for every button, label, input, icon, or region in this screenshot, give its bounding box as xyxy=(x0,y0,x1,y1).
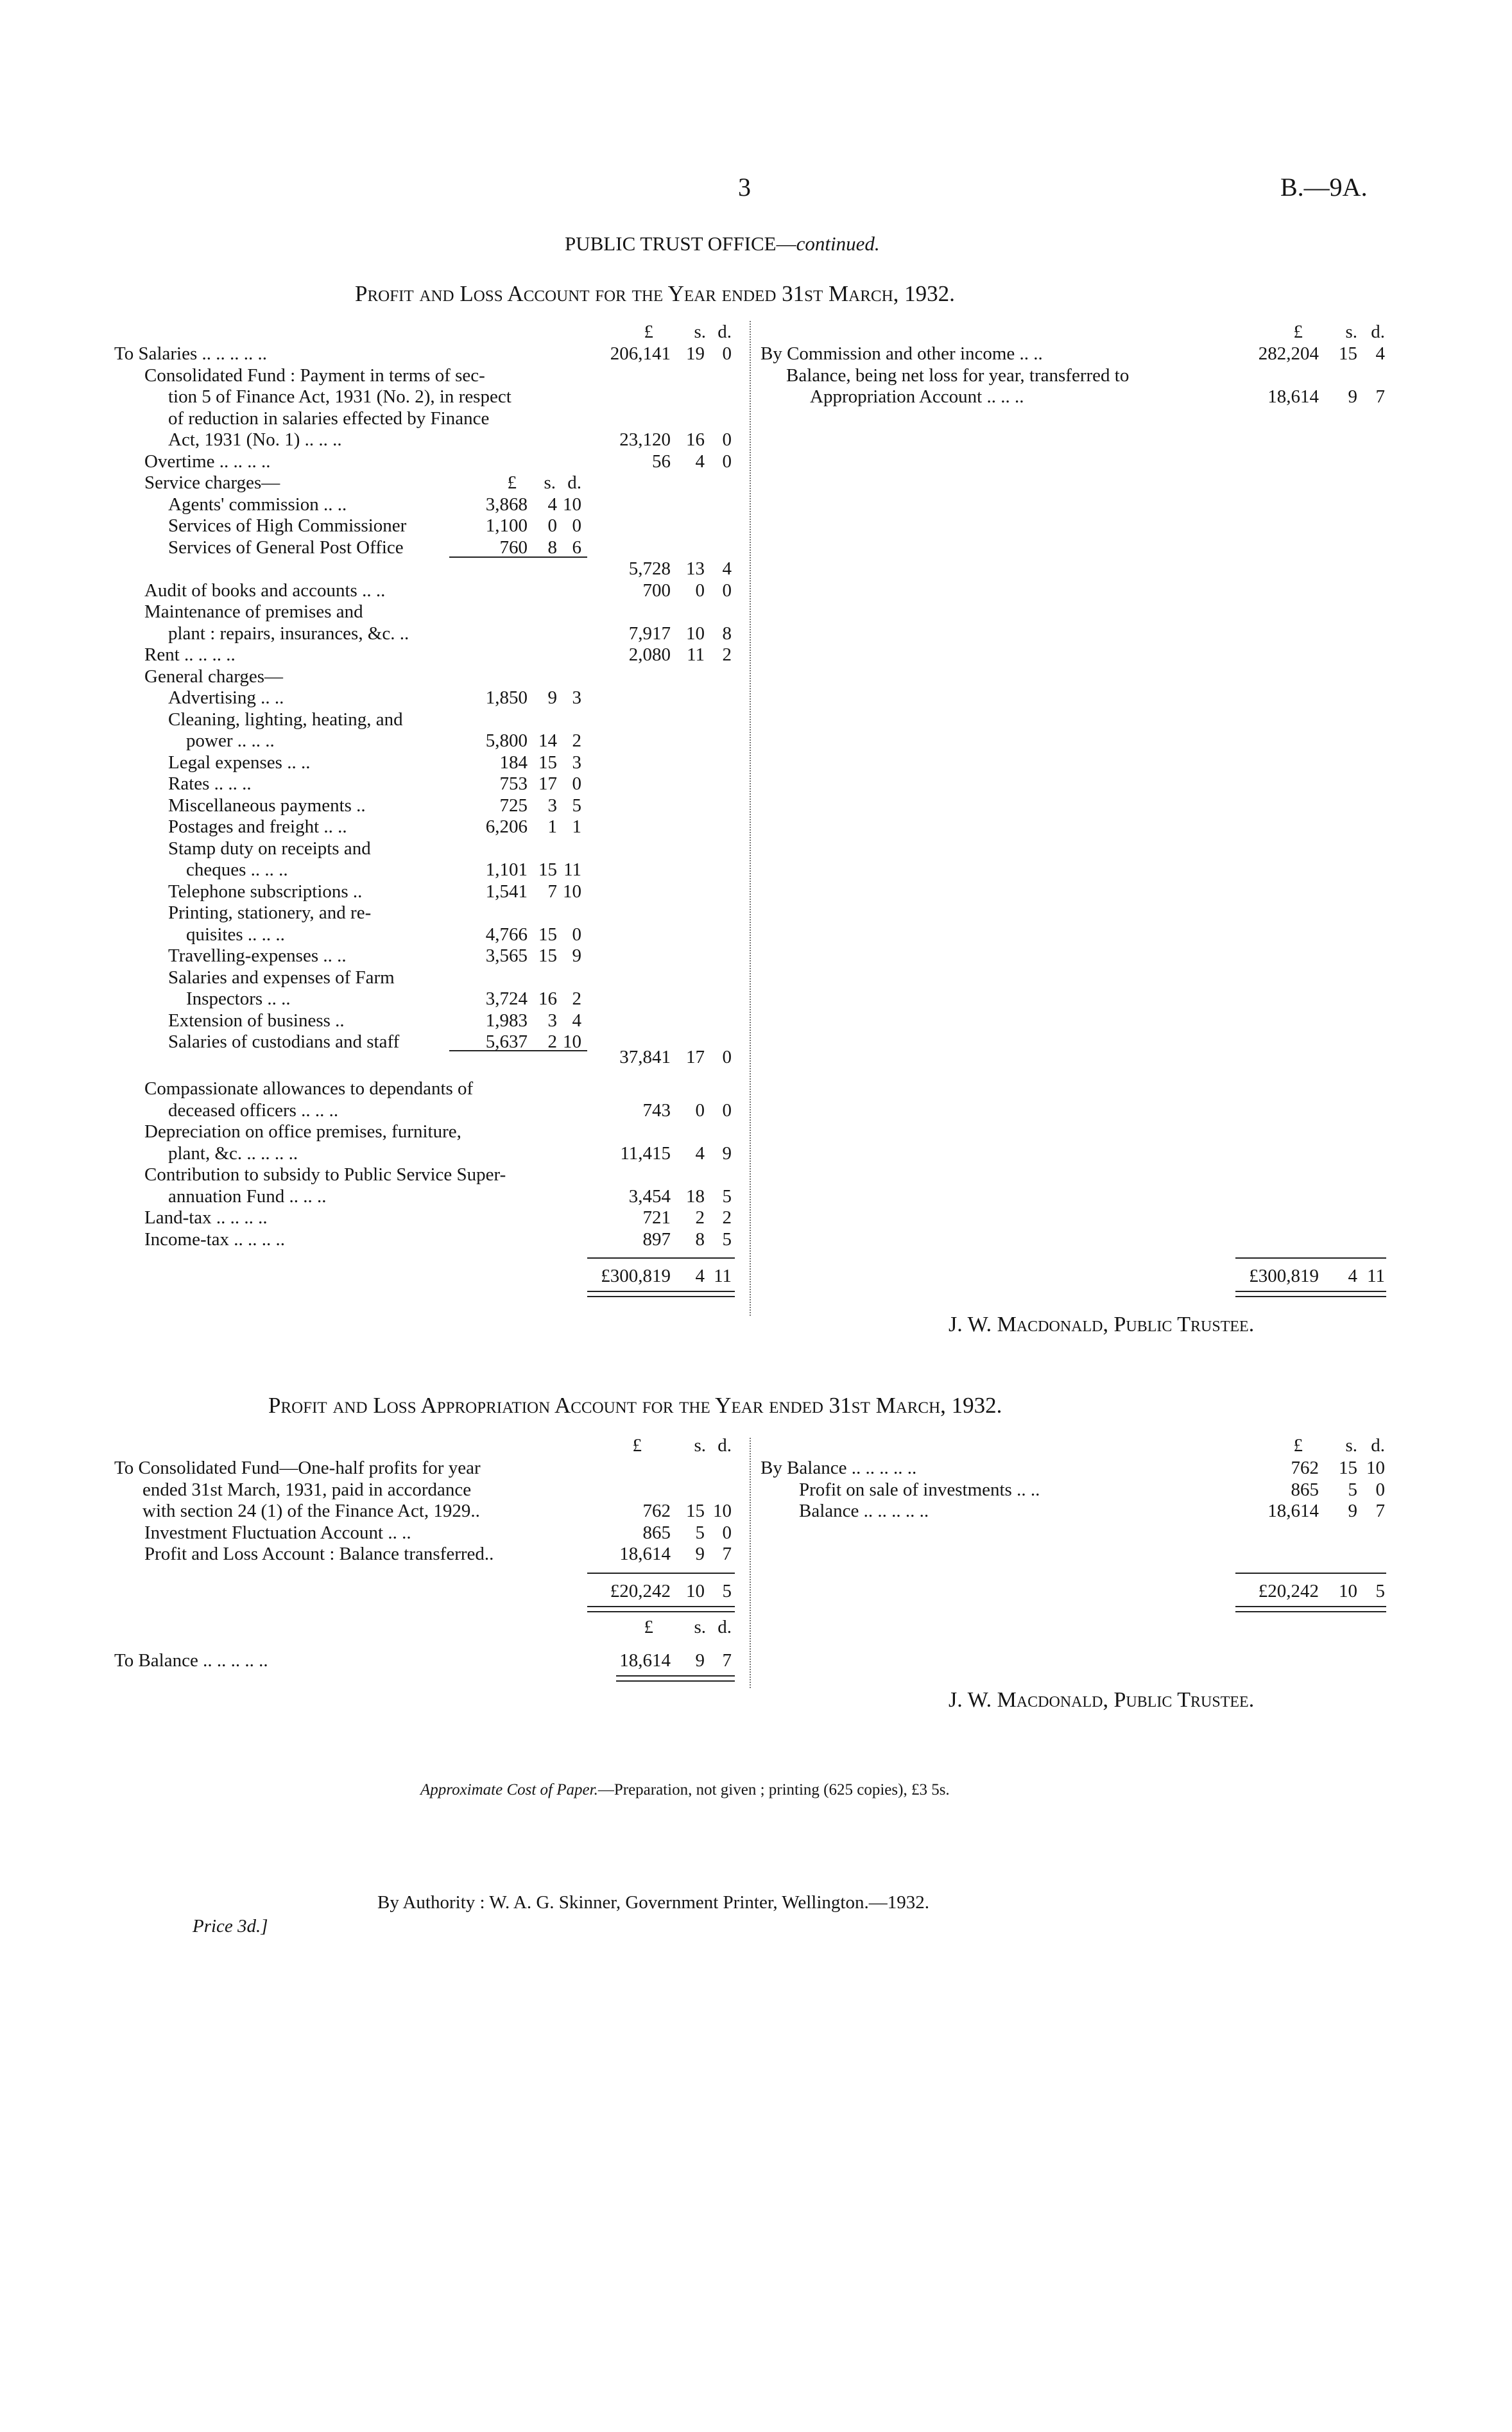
ap-investment-pounds: 865 xyxy=(642,1522,671,1543)
compassionate-shillings: 0 xyxy=(695,1100,705,1121)
to-balance-label: To Balance .. .. .. .. .. xyxy=(114,1650,268,1671)
general-item-shillings: 15 xyxy=(538,752,557,773)
tb-head-pence: d. xyxy=(717,1617,732,1637)
service-item-pounds: 3,868 xyxy=(485,494,528,515)
salaries-pence: 0 xyxy=(722,343,732,364)
salaries-label: To Salaries .. .. .. .. .. xyxy=(114,343,267,364)
service-item-pence: 10 xyxy=(563,494,581,515)
cr-total-double-rule xyxy=(1235,1291,1386,1297)
appropriation-column-divider xyxy=(750,1438,751,1688)
debit-total-pence: 11 xyxy=(714,1266,732,1286)
general-item-label: Legal expenses .. .. xyxy=(168,752,311,773)
general-item-shillings: 15 xyxy=(538,945,557,966)
service-charges-label: Service charges— xyxy=(144,472,280,493)
tb-head-shillings: s. xyxy=(694,1617,706,1637)
service-item-pence: 0 xyxy=(572,515,581,536)
price-label: Price 3d.] xyxy=(193,1916,268,1936)
general-charges-label: General charges— xyxy=(144,666,284,687)
general-charges-total-pence: 0 xyxy=(722,1046,732,1067)
maintenance-pence: 8 xyxy=(722,623,732,644)
general-item-label: Advertising .. .. xyxy=(168,687,284,708)
general-item-label: Salaries of custodians and staff xyxy=(168,1031,400,1052)
cr-col-head-pounds: £ xyxy=(1293,322,1303,342)
general-item-label: Rates .. .. .. xyxy=(168,773,252,794)
ap-consolidated-pounds: 762 xyxy=(642,1501,671,1521)
service-charges-total-shillings: 13 xyxy=(686,558,705,579)
general-charges-total-shillings: 17 xyxy=(686,1046,705,1067)
ap-consolidated-shillings: 15 xyxy=(686,1501,705,1521)
ap-credit-total-shillings: 10 xyxy=(1339,1580,1357,1601)
general-item-pence: 5 xyxy=(572,795,581,816)
credit-total-shillings: 4 xyxy=(1348,1266,1357,1286)
service-item-label: Agents' commission .. .. xyxy=(168,494,347,515)
depreciation-pence: 9 xyxy=(722,1143,732,1164)
audit-shillings: 0 xyxy=(695,580,705,601)
consolidated-fund-pounds: 23,120 xyxy=(619,429,671,450)
income-tax-pounds: 897 xyxy=(642,1229,671,1250)
ap-profit-sale-label: Profit on sale of investments .. .. xyxy=(799,1479,1040,1500)
income-tax-pence: 5 xyxy=(722,1229,732,1250)
subtotal-rule xyxy=(449,556,587,558)
contribution-pounds: 3,454 xyxy=(628,1186,671,1207)
cr-total-rule xyxy=(1235,1257,1386,1259)
general-item-label: cheques .. .. .. xyxy=(186,859,288,880)
appropriation-title: Profit and Loss Appropriation Account for the Year ended 31st March, 1932. xyxy=(268,1393,1002,1418)
compassionate-pence: 0 xyxy=(722,1100,732,1121)
general-item-shillings: 15 xyxy=(538,859,557,880)
tb-head-pounds: £ xyxy=(644,1617,653,1637)
depreciation-line: plant, &c. .. .. .. .. xyxy=(168,1143,298,1164)
general-item-label: Stamp duty on receipts and xyxy=(168,838,371,859)
consolidated-fund-line: Act, 1931 (No. 1) .. .. .. xyxy=(168,429,342,450)
contribution-line: annuation Fund .. .. .. xyxy=(168,1186,327,1207)
general-item-label: Inspectors .. .. xyxy=(186,988,291,1009)
maintenance-pounds: 7,917 xyxy=(628,623,671,644)
general-item-pounds: 5,800 xyxy=(485,730,528,751)
cost-of-paper xyxy=(420,1781,950,1799)
salaries-shillings: 19 xyxy=(686,343,705,364)
to-balance-double-rule xyxy=(616,1675,735,1682)
ap-debit-total-pence: 5 xyxy=(722,1580,732,1601)
general-item-pounds: 184 xyxy=(499,752,528,773)
ap-balance2-label: Balance .. .. .. .. .. xyxy=(799,1501,929,1521)
general-item-pence: 3 xyxy=(572,752,581,773)
general-item-label: Extension of business .. xyxy=(168,1010,345,1031)
general-item-shillings: 1 xyxy=(547,816,557,837)
general-item-pounds: 1,983 xyxy=(485,1010,528,1031)
ap-balance2-shillings: 9 xyxy=(1348,1501,1357,1521)
maintenance-line: plant : repairs, insurances, &c. .. xyxy=(168,623,409,644)
ap-cr-col-head-pounds: £ xyxy=(1293,1435,1303,1456)
ap-profit-sale-pounds: 865 xyxy=(1291,1479,1319,1500)
general-item-pence: 4 xyxy=(572,1010,581,1031)
commission-shillings: 15 xyxy=(1339,343,1357,364)
ap-consolidated-line: with section 24 (1) of the Finance Act, 1929.. xyxy=(142,1501,480,1521)
general-item-shillings: 7 xyxy=(547,881,557,902)
land-tax-label: Land-tax .. .. .. .. xyxy=(144,1207,268,1228)
general-item-pence: 10 xyxy=(563,881,581,902)
general-item-label: Printing, stationery, and re- xyxy=(168,902,372,923)
cost-label: Approximate Cost of Paper. xyxy=(420,1781,598,1798)
compassionate-pounds: 743 xyxy=(642,1100,671,1121)
service-item-label: Services of High Commissioner xyxy=(168,515,407,536)
consolidated-fund-shillings: 16 xyxy=(686,429,705,450)
rent-pence: 2 xyxy=(722,644,732,665)
sub-head-shillings: s. xyxy=(544,472,556,493)
overtime-pence: 0 xyxy=(722,451,732,472)
service-charges-total-pounds: 5,728 xyxy=(628,558,671,579)
appropriation-signature: J. W. Macdonald, Public Trustee. xyxy=(949,1688,1255,1712)
ap-col-head-shillings: s. xyxy=(694,1435,706,1456)
general-item-pence: 2 xyxy=(572,988,581,1009)
ap-investment-pence: 0 xyxy=(722,1522,732,1543)
debit-total-shillings: 4 xyxy=(695,1266,705,1286)
ap-investment-shillings: 5 xyxy=(695,1522,705,1543)
general-item-shillings: 16 xyxy=(538,988,557,1009)
credit-balance-shillings: 9 xyxy=(1348,386,1357,407)
continued-label: continued. xyxy=(796,232,880,255)
ap-balance2-pence: 7 xyxy=(1375,1501,1385,1521)
general-item-label: Salaries and expenses of Farm xyxy=(168,967,395,988)
overtime-label: Overtime .. .. .. .. xyxy=(144,451,271,472)
general-item-pence: 1 xyxy=(572,816,581,837)
general-item-pence: 11 xyxy=(563,859,581,880)
contribution-shillings: 18 xyxy=(686,1186,705,1207)
commission-pounds: 282,204 xyxy=(1258,343,1319,364)
depreciation-shillings: 4 xyxy=(695,1143,705,1164)
consolidated-fund-line: of reduction in salaries effected by Finance xyxy=(168,408,490,429)
compassionate-line: deceased officers .. .. .. xyxy=(168,1100,339,1121)
credit-balance-line: Appropriation Account .. .. .. xyxy=(810,386,1024,407)
audit-pence: 0 xyxy=(722,580,732,601)
ap-balance2-pounds: 18,614 xyxy=(1267,1501,1319,1521)
cr-col-head-pence: d. xyxy=(1371,322,1385,342)
debit-total-pounds: £300,819 xyxy=(601,1266,671,1286)
ap-col-head-pounds: £ xyxy=(632,1435,642,1456)
ap-total-double-rule xyxy=(587,1606,735,1612)
ap-credit-total-pounds: £20,242 xyxy=(1258,1580,1319,1601)
ap-credit-total-pence: 5 xyxy=(1375,1580,1385,1601)
service-item-shillings: 4 xyxy=(547,494,557,515)
total-rule xyxy=(587,1257,735,1259)
col-head-shillings: s. xyxy=(694,322,706,342)
to-balance-shillings: 9 xyxy=(695,1650,705,1671)
ap-consolidated-pence: 10 xyxy=(713,1501,732,1521)
income-tax-shillings: 8 xyxy=(695,1229,705,1250)
general-item-pounds: 753 xyxy=(499,773,528,794)
general-item-pounds: 1,541 xyxy=(485,881,528,902)
ap-cr-col-head-pence: d. xyxy=(1371,1435,1385,1456)
depreciation-line: Depreciation on office premises, furniture, xyxy=(144,1121,461,1142)
office-name: PUBLIC TRUST OFFICE— xyxy=(565,232,796,255)
ap-consolidated-line: To Consolidated Fund—One-half profits for year xyxy=(114,1458,481,1478)
ap-pl-account-pounds: 18,614 xyxy=(619,1544,671,1564)
document-reference: B.—9A. xyxy=(1280,173,1368,202)
ap-debit-total-pounds: £20,242 xyxy=(610,1580,671,1601)
credit-balance-pence: 7 xyxy=(1375,386,1385,407)
land-tax-shillings: 2 xyxy=(695,1207,705,1228)
general-item-shillings: 9 xyxy=(547,687,557,708)
credit-balance-line: Balance, being net loss for year, transferred to xyxy=(786,365,1130,386)
authority-line: By Authority : W. A. G. Skinner, Government Printer, Wellington.—1932. xyxy=(377,1892,929,1913)
general-item-pence: 3 xyxy=(572,687,581,708)
to-balance-pounds: 18,614 xyxy=(619,1650,671,1671)
general-item-label: Cleaning, lighting, heating, and xyxy=(168,709,403,730)
land-tax-pence: 2 xyxy=(722,1207,732,1228)
ap-cr-col-head-shillings: s. xyxy=(1345,1435,1357,1456)
ap-credit-balance-pounds: 762 xyxy=(1291,1458,1319,1478)
cost-text: —Preparation, not given ; printing (625 copies), £3 5s. xyxy=(597,1781,950,1798)
general-item-label: quisites .. .. .. xyxy=(186,924,285,945)
general-charges-total-pounds: 37,841 xyxy=(619,1046,671,1067)
ap-pl-account-label: Profit and Loss Account : Balance transferred.. xyxy=(144,1544,494,1564)
general-item-label: Telephone subscriptions .. xyxy=(168,881,363,902)
salaries-pounds: 206,141 xyxy=(610,343,671,364)
ap-credit-balance-pence: 10 xyxy=(1366,1458,1385,1478)
general-item-shillings: 14 xyxy=(538,730,557,751)
commission-label: By Commission and other income .. .. xyxy=(760,343,1043,364)
ap-credit-balance-shillings: 15 xyxy=(1339,1458,1357,1478)
maintenance-line: Maintenance of premises and xyxy=(144,601,363,622)
ap-cr-total-double-rule xyxy=(1235,1606,1386,1612)
service-item-label: Services of General Post Office xyxy=(168,537,404,558)
consolidated-fund-line: Consolidated Fund : Payment in terms of sec- xyxy=(144,365,485,386)
land-tax-pounds: 721 xyxy=(642,1207,671,1228)
general-item-pounds: 4,766 xyxy=(485,924,528,945)
office-heading xyxy=(565,232,880,255)
page-number: 3 xyxy=(738,173,751,202)
general-item-pounds: 3,724 xyxy=(485,988,528,1009)
general-item-pounds: 725 xyxy=(499,795,528,816)
service-item-shillings: 8 xyxy=(547,537,557,558)
general-item-shillings: 3 xyxy=(547,1010,557,1031)
overtime-shillings: 4 xyxy=(695,451,705,472)
general-item-pounds: 1,850 xyxy=(485,687,528,708)
general-item-label: Miscellaneous payments .. xyxy=(168,795,366,816)
col-head-pence: d. xyxy=(717,322,732,342)
general-item-shillings: 17 xyxy=(538,773,557,794)
ap-profit-sale-shillings: 5 xyxy=(1348,1479,1357,1500)
credit-balance-pounds: 18,614 xyxy=(1267,386,1319,407)
ap-col-head-pence: d. xyxy=(717,1435,732,1456)
to-balance-pence: 7 xyxy=(722,1650,732,1671)
ap-balance-label: By Balance .. .. .. .. .. xyxy=(760,1458,917,1478)
service-item-pence: 6 xyxy=(572,537,581,558)
ap-profit-sale-pence: 0 xyxy=(1375,1479,1385,1500)
general-item-shillings: 15 xyxy=(538,924,557,945)
pl-signature: J. W. Macdonald, Public Trustee. xyxy=(949,1313,1255,1336)
service-item-pounds: 760 xyxy=(499,537,528,558)
ap-debit-total-shillings: 10 xyxy=(686,1580,705,1601)
account-title: Profit and Loss Account for the Year ended 31st March, 1932. xyxy=(355,281,955,306)
service-charges-total-pence: 4 xyxy=(722,558,732,579)
general-item-pounds: 3,565 xyxy=(485,945,528,966)
compassionate-line: Compassionate allowances to dependants of xyxy=(144,1078,474,1099)
ap-pl-account-shillings: 9 xyxy=(695,1544,705,1564)
depreciation-pounds: 11,415 xyxy=(620,1143,671,1164)
service-item-shillings: 0 xyxy=(547,515,557,536)
general-item-pence: 0 xyxy=(572,924,581,945)
general-item-pounds: 1,101 xyxy=(485,859,528,880)
ap-investment-label: Investment Fluctuation Account .. .. xyxy=(144,1522,411,1543)
credit-total-pence: 11 xyxy=(1367,1266,1385,1286)
general-item-pence: 10 xyxy=(563,1031,581,1052)
service-item-pounds: 1,100 xyxy=(485,515,528,536)
general-item-pence: 9 xyxy=(572,945,581,966)
general-item-label: Travelling-expenses .. .. xyxy=(168,945,347,966)
general-item-pounds: 6,206 xyxy=(485,816,528,837)
general-item-pounds: 5,637 xyxy=(485,1031,528,1052)
rent-pounds: 2,080 xyxy=(628,644,671,665)
consolidated-fund-line: tion 5 of Finance Act, 1931 (No. 2), in respect xyxy=(168,386,511,407)
general-item-pence: 0 xyxy=(572,773,581,794)
contribution-pence: 5 xyxy=(722,1186,732,1207)
overtime-pounds: 56 xyxy=(652,451,671,472)
contribution-line: Contribution to subsidy to Public Service Super- xyxy=(144,1164,506,1185)
maintenance-shillings: 10 xyxy=(686,623,705,644)
rent-label: Rent .. .. .. .. xyxy=(144,644,236,665)
subtotal-rule xyxy=(449,1050,587,1051)
consolidated-fund-pence: 0 xyxy=(722,429,732,450)
ap-total-rule xyxy=(587,1573,735,1574)
commission-pence: 4 xyxy=(1375,343,1385,364)
ap-cr-total-rule xyxy=(1235,1573,1386,1574)
total-double-rule xyxy=(587,1291,735,1297)
general-item-shillings: 3 xyxy=(547,795,557,816)
col-head-pounds: £ xyxy=(644,322,653,342)
audit-pounds: 700 xyxy=(642,580,671,601)
sub-head-pounds: £ xyxy=(507,472,517,493)
general-item-label: power .. .. .. xyxy=(186,730,275,751)
general-item-label: Postages and freight .. .. xyxy=(168,816,347,837)
ap-consolidated-line: ended 31st March, 1931, paid in accordance xyxy=(142,1479,472,1500)
rent-shillings: 11 xyxy=(687,644,705,665)
audit-label: Audit of books and accounts .. .. xyxy=(144,580,386,601)
income-tax-label: Income-tax .. .. .. .. xyxy=(144,1229,286,1250)
column-divider xyxy=(750,321,751,1316)
general-item-shillings: 2 xyxy=(547,1031,557,1052)
ap-pl-account-pence: 7 xyxy=(722,1544,732,1564)
sub-head-pence: d. xyxy=(567,472,581,493)
credit-total-pounds: £300,819 xyxy=(1249,1266,1319,1286)
general-item-pence: 2 xyxy=(572,730,581,751)
cr-col-head-shillings: s. xyxy=(1345,322,1357,342)
